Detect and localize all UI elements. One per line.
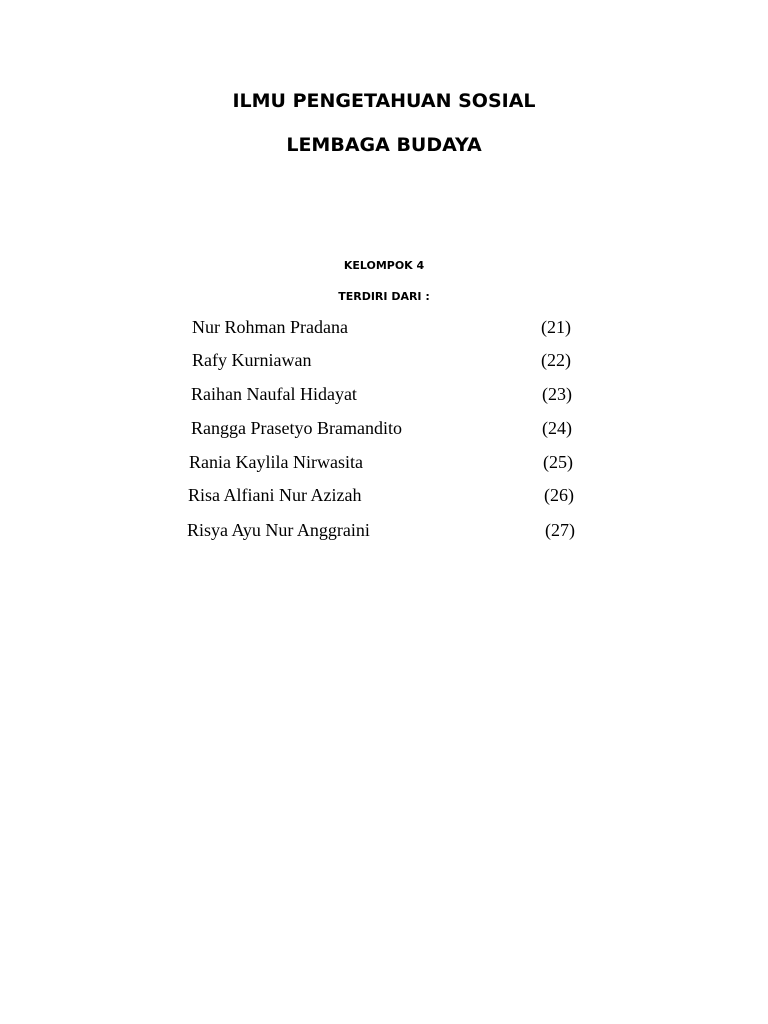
member-name: Risa Alfiani Nur Azizah [188, 485, 362, 505]
member-name: Risya Ayu Nur Anggraini [187, 520, 370, 540]
page-subtitle: LEMBAGA BUDAYA [286, 134, 482, 156]
members-heading: TERDIRI DARI : [338, 290, 430, 303]
member-number: (22) [541, 350, 571, 370]
page-title: ILMU PENGETAHUAN SOSIAL [232, 90, 536, 112]
member-number: (26) [544, 485, 574, 505]
member-name: Rafy Kurniawan [192, 350, 312, 370]
member-name: Rangga Prasetyo Bramandito [191, 418, 402, 438]
member-number: (25) [543, 452, 573, 472]
member-number: (24) [542, 418, 572, 438]
member-name: Rania Kaylila Nirwasita [189, 452, 363, 472]
member-number: (27) [545, 520, 575, 540]
member-name: Nur Rohman Pradana [192, 317, 348, 337]
group-label: KELOMPOK 4 [343, 259, 425, 272]
member-name: Raihan Naufal Hidayat [191, 384, 357, 404]
member-number: (21) [541, 317, 571, 337]
member-number: (23) [542, 384, 572, 404]
